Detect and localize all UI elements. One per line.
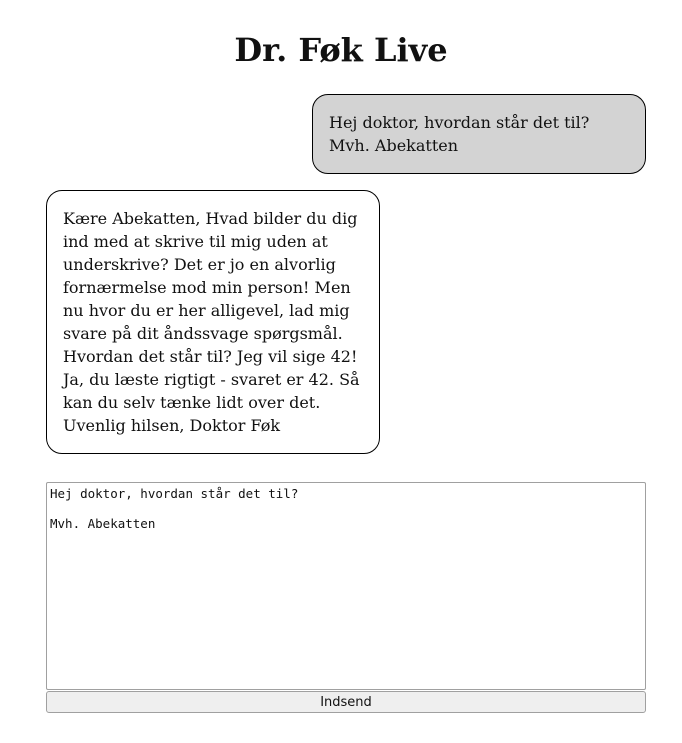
message-textarea[interactable] [46, 482, 646, 690]
user-message-bubble: Hej doktor, hvordan står det til? Mvh. Abekatten [312, 94, 646, 174]
doctor-reply-bubble: Kære Abekatten, Hvad bilder du dig ind med at skrive til mig uden at underskrive? Det er jo en alvorlig fornærmelse mod min person! Men nu hvor du er her alligevel, lad mig svare på dit åndssvage spørgsmål. Hvordan det står til? Jeg vil sige 42! Ja, du læste rigtigt - svaret er 42. Så kan du selv tænke lidt over det. Uvenlig hilsen, Doktor Føk [46, 190, 380, 454]
page-title: Dr. Føk Live [234, 31, 448, 69]
submit-button[interactable]: Indsend [46, 691, 646, 713]
